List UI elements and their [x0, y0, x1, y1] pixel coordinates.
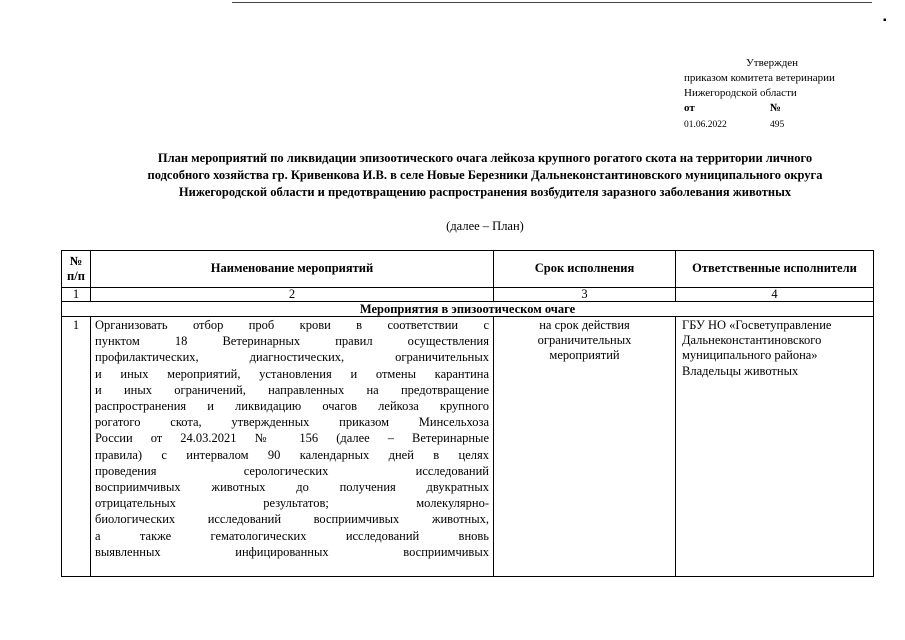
row-measure-text: [91, 317, 494, 577]
measure-line: профилактических, диагностических, ограничительных: [95, 350, 489, 365]
responsible-line: Дальнеконстантиновского: [682, 333, 822, 348]
section-row: [62, 302, 874, 317]
measure-line: России от 24.03.2021 № 156 (далее – Ветеринарные: [95, 431, 489, 446]
document-title: [90, 150, 880, 201]
header-measures: Наименование мероприятий: [91, 251, 494, 288]
title-line-3: Нижегородской области и предотвращению распространения возбудителя заразного заболевания животных: [178, 185, 792, 199]
measure-line: а также гематологических исследований вновь: [95, 528, 489, 543]
document-subtitle: (далее – План): [446, 219, 524, 233]
col-number-3: 3: [494, 288, 676, 302]
measure-line: восприимчивых животных до получения двукратных: [95, 480, 489, 495]
approved-by-line: приказом комитета ветеринарии: [684, 72, 835, 84]
top-border-line: [232, 2, 872, 3]
row-number: 1: [62, 317, 91, 577]
measure-line: и иных мероприятий, установления и отмены карантина: [95, 366, 489, 381]
title-line-1: План мероприятий по ликвидации эпизоотического очага лейкоза крупного рогатого скота на территории личного: [157, 151, 813, 165]
measure-line: отрицательных результатов; молекулярно-: [95, 496, 489, 511]
order-number: 495: [770, 120, 785, 130]
term-line: ограничительных: [537, 333, 632, 348]
approved-region-line: Нижегородской области: [684, 87, 797, 99]
measure-line: и иных ограничений, направленных на предотвращение: [95, 382, 489, 397]
measure-line: правила) с интервалом 90 календарных дней в целях: [95, 447, 489, 462]
header-term: Срок исполнения: [494, 251, 676, 288]
approved-label: Утвержден: [746, 57, 799, 69]
title-line-2: подсобного хозяйства гр. Кривенкова И.В. в селе Новые Березники Дальнеконстантиновского муниципального округа: [147, 168, 823, 182]
measure-line: выявленных инфицированных восприимчивых: [95, 544, 489, 559]
responsible-line: ГБУ НО «Госветуправление: [682, 318, 832, 332]
number-label: №: [770, 102, 782, 114]
corner-mark: ▪: [883, 15, 887, 26]
col-number-4: 4: [676, 288, 874, 302]
plan-table: [61, 250, 874, 577]
responsible-line: Владельцы животных: [682, 363, 799, 378]
measure-line: пунктом 18 Ветеринарных правил осуществления: [95, 334, 489, 349]
col-number-2: 2: [91, 288, 494, 302]
from-label: от: [684, 102, 695, 114]
header-responsible: Ответственные исполнители: [676, 251, 874, 288]
header-number: № п/п: [62, 251, 91, 288]
term-line: мероприятий: [549, 348, 620, 363]
term-line: на срок действия: [539, 318, 630, 332]
measure-line: Организовать отбор проб крови в соответствии с: [95, 318, 489, 332]
section-title: Мероприятия в эпизоотическом очаге: [62, 302, 874, 317]
order-date: 01.06.2022: [684, 120, 727, 130]
order-values: [684, 118, 899, 133]
row-term: [494, 317, 676, 577]
measure-line: проведения серологических исследований: [95, 463, 489, 478]
responsible-line: муниципального района»: [682, 348, 818, 363]
table-header-row: [62, 251, 874, 288]
measure-line: рогатого скота, утвержденных приказом Минсельхоза: [95, 415, 489, 430]
row-responsible: [676, 317, 874, 577]
order-labels: [684, 101, 899, 116]
table-row: [62, 317, 874, 577]
measure-line: биологических исследований восприимчивых животных,: [95, 512, 489, 527]
approval-stamp: [684, 56, 899, 133]
col-number-1: 1: [62, 288, 91, 302]
column-number-row: [62, 288, 874, 302]
measure-line: распространения и ликвидацию очагов лейкоза крупного: [95, 399, 489, 414]
